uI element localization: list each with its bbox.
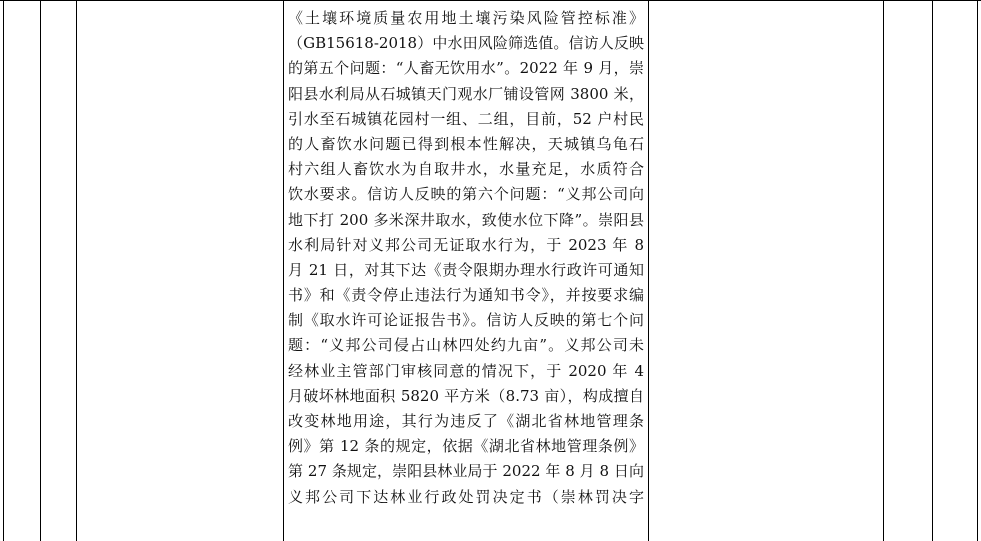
text-line: 月 21 日，对其下达《责令限期办理水行政许可通知 — [288, 260, 644, 279]
text-line: 书》和《责令停止违法行为通知书令》，并按要求编 — [288, 286, 644, 305]
text-line: 经林业主管部门审核同意的情况下，于 2020 年 4 — [288, 361, 644, 380]
text-line: 义邦公司下达林业行政处罚决定书（崇林罚决字 — [288, 487, 644, 506]
table-border-col-0 — [3, 0, 4, 541]
text-line: 制《取水许可论证报告书》。信访人反映的第七个问 — [288, 311, 644, 330]
cell-content — [288, 6, 644, 510]
text-line: 的第五个问题：“人畜无饮用水”。2022 年 9 月，崇 — [288, 59, 644, 78]
table-border-col-3 — [283, 0, 284, 541]
text-line: （GB15618-2018）中水田风险筛选值。信访人反映 — [288, 34, 644, 53]
table-border-col-2 — [76, 0, 77, 541]
table-border-col-5 — [883, 0, 884, 541]
text-line: 《土壤环境质量农用地土壤污染风险管控标准》 — [288, 9, 644, 27]
text-line: 饮水要求。信访人反映的第六个问题：“义邦公司向 — [288, 185, 644, 204]
text-line: 月破坏林地面积 5820 平方米（8.73 亩），构成擅自 — [288, 386, 644, 405]
text-line: 地下打 200 多米深井取水，致使水位下降”。崇阳县 — [288, 210, 644, 229]
text-line: 第 27 条规定，崇阳县林业局于 2022 年 8 月 8 日向 — [288, 462, 644, 481]
text-line: 改变林地用途，其行为违反了《湖北省林地管理条 — [288, 412, 644, 430]
text-line: 的人畜饮水问题已得到根本性解决，天城镇乌龟石 — [288, 134, 644, 153]
table-border-col-6 — [932, 0, 933, 541]
text-line: 阳县水利局从石城镇天门观水厂铺设管网 3800 米， — [288, 84, 644, 103]
text-line: 村六组人畜饮水为自取井水，水量充足，水质符合 — [288, 160, 644, 179]
table-top-border — [0, 0, 981, 1]
text-line: 水利局针对义邦公司无证取水行为，于 2023 年 8 — [288, 235, 644, 254]
table-border-col-7 — [977, 0, 978, 541]
table-border-col-4 — [648, 0, 649, 541]
text-line: 题：“义邦公司侵占山林四处约九亩”。义邦公司未 — [288, 336, 644, 355]
text-line: 引水至石城镇花园村一组、二组，目前，52 户村民 — [288, 109, 644, 128]
table-border-col-1 — [40, 0, 41, 541]
text-line: 例》第 12 条的规定，依据《湖北省林地管理条例》 — [288, 437, 644, 456]
